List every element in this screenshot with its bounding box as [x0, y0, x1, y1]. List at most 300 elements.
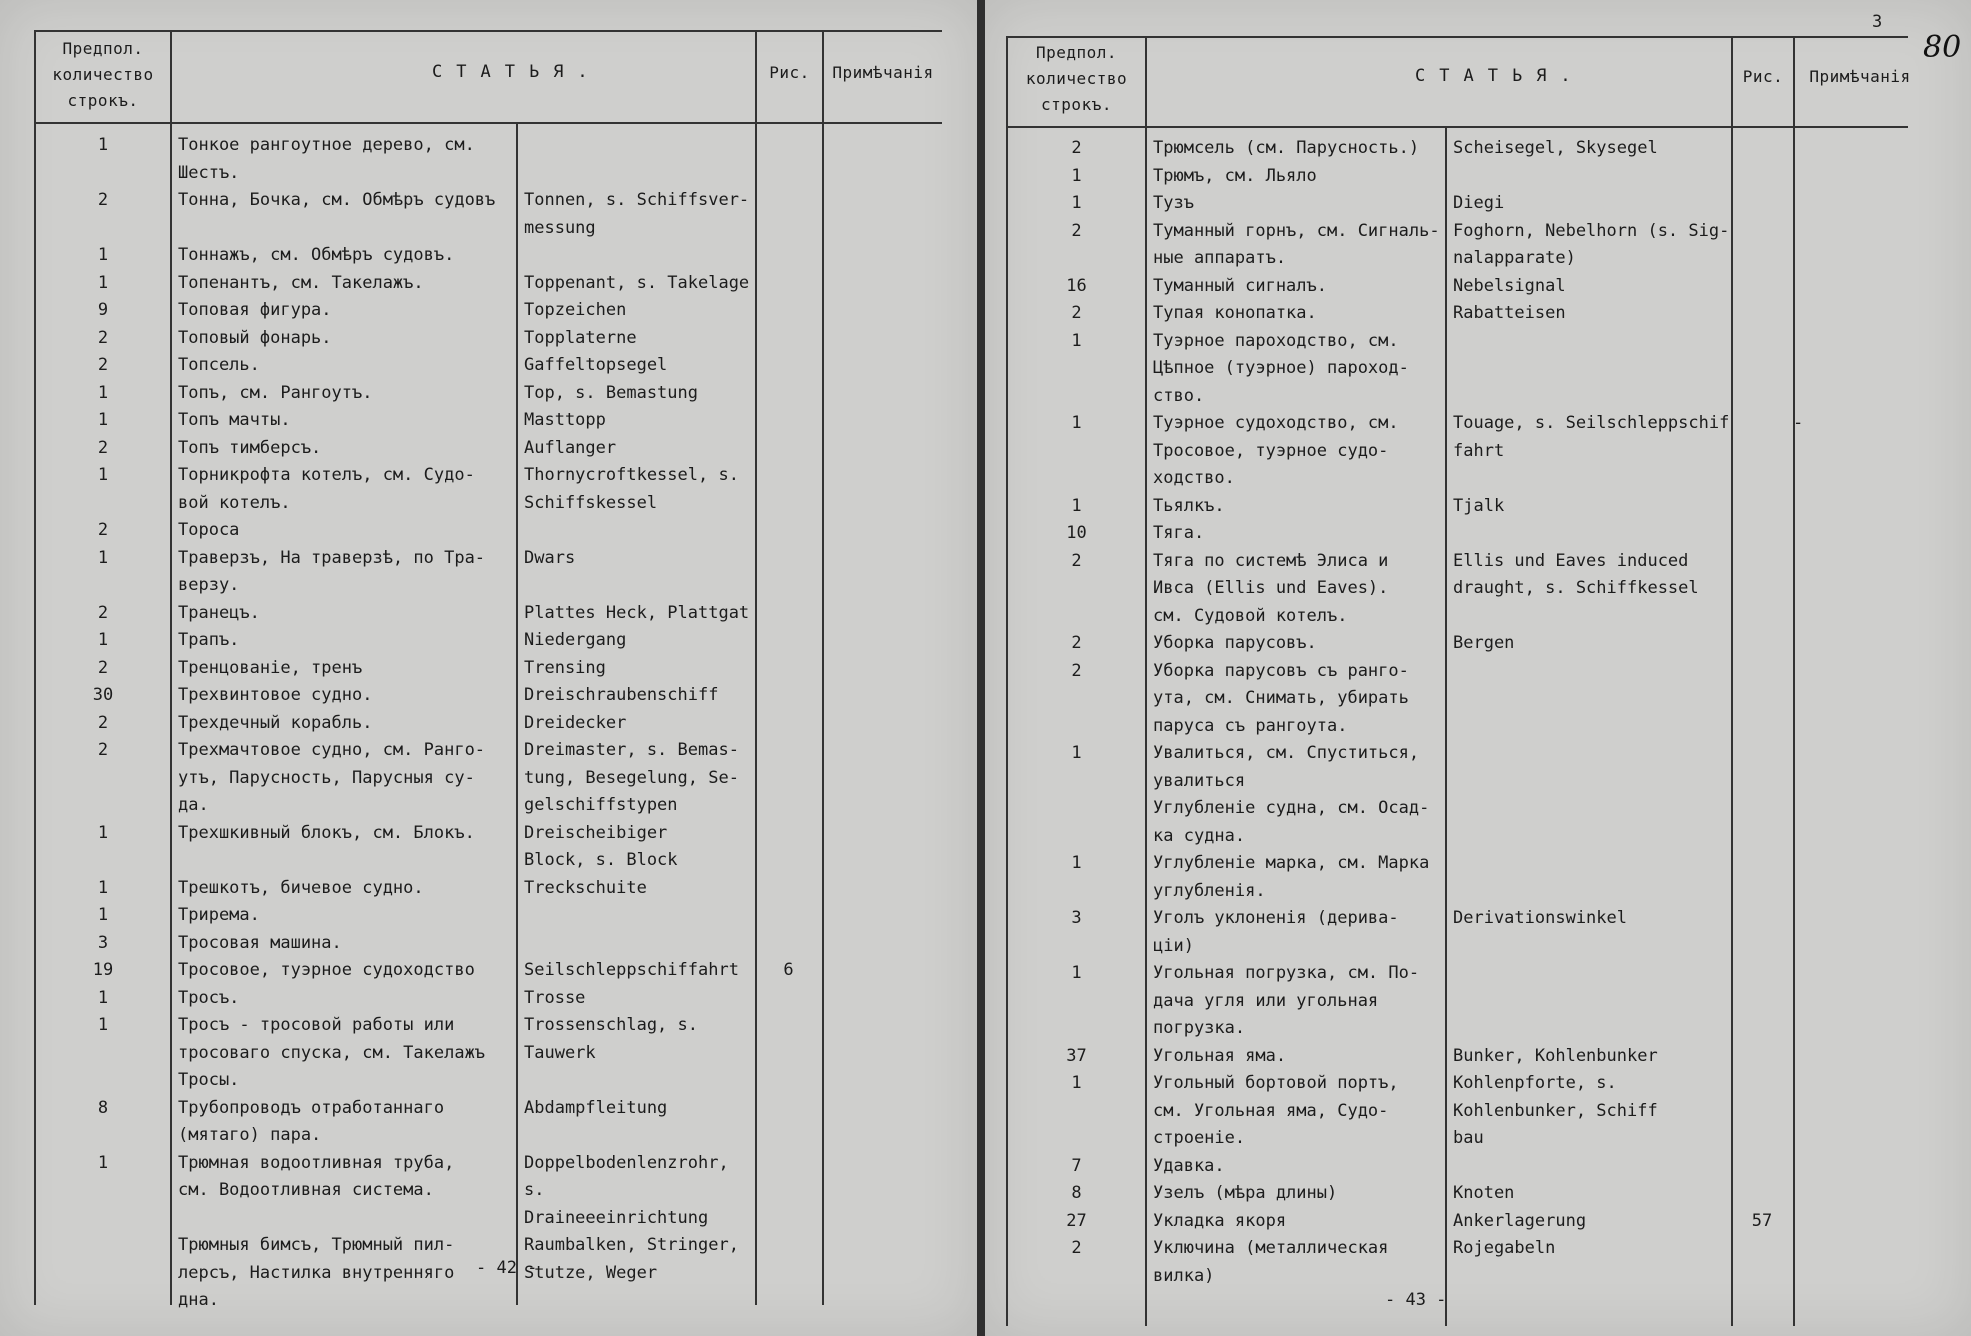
table-row: [1008, 493, 1908, 521]
article-de-cell: [1445, 850, 1731, 905]
lines-count-cell: 8: [97, 1097, 109, 1118]
figure-cell: [755, 462, 822, 517]
article-ru-cell: Увалиться, см. Спуститься, увалиться: [1153, 743, 1420, 791]
lines-count-cell: 2: [97, 437, 109, 458]
figure-cell: [755, 655, 822, 683]
lines-count-cell: 2: [1071, 660, 1082, 681]
lines-count-cell: 9: [97, 300, 109, 320]
article-ru-cell: Тоннажъ, см. Обмѣръ судовъ.: [178, 245, 455, 265]
figure-cell: [755, 1095, 822, 1150]
notes-cell: [822, 710, 942, 738]
figure-cell: [755, 352, 822, 380]
table-row: [36, 1095, 942, 1150]
figure-cell: [755, 737, 822, 820]
notes-cell: [822, 352, 942, 380]
lines-count-cell: 2: [1071, 303, 1082, 323]
article-de-cell: Dreimaster, s. Bemas- tung, Besegelung, Se- gelschiffstypen: [524, 740, 739, 815]
article-ru-cell: Трюмсель (см. Парусность.): [1153, 138, 1420, 158]
page-number: - 43 -: [1385, 1290, 1447, 1310]
notes-cell: [822, 930, 942, 958]
notes-cell: [1793, 1153, 1908, 1181]
table-row: [1008, 740, 1908, 795]
article-de-cell: [1445, 658, 1731, 741]
article-de-cell: Ankerlagerung: [1453, 1210, 1587, 1231]
header-lines-count: Предпол. количество строкъ.: [52, 39, 154, 110]
article-de-cell: Seilschleppschiffahrt: [524, 960, 739, 980]
lines-count-cell: 1: [97, 987, 109, 1008]
lines-count-cell: 1: [1071, 413, 1082, 433]
figure-cell: [755, 380, 822, 408]
notes-cell: [822, 242, 942, 270]
figure-cell: [1731, 190, 1793, 218]
article-de-cell: Topplaterne: [524, 327, 637, 348]
figure-cell: [755, 902, 822, 930]
right-table-body: [1008, 135, 1908, 1290]
article-ru-cell: Топовая фигура.: [178, 300, 332, 320]
table-row: [1008, 300, 1908, 328]
notes-cell: [1793, 520, 1908, 548]
notes-cell: [822, 545, 942, 600]
article-de-cell: Ellis und Eaves induced draught, s. Schiffkessel: [1453, 550, 1699, 598]
figure-cell: [755, 682, 822, 710]
article-ru-cell: Угольный бортовой портъ, см. Угольная яма, Судо- строеніе.: [1153, 1073, 1399, 1148]
lines-count-cell: 16: [1066, 275, 1087, 296]
article-de-cell: Raumbalken, Stringer, Stutze, Weger: [524, 1235, 739, 1283]
notes-cell: [1793, 1235, 1908, 1290]
notes-cell: [822, 1232, 942, 1315]
sheet-number: 3: [1872, 12, 1883, 32]
article-ru-cell: Углубленіе судна, см. Осад- ка судна.: [1153, 798, 1430, 846]
lines-count-cell: 2: [1071, 1238, 1082, 1258]
notes-cell: [1793, 905, 1908, 960]
lines-count-cell: 2: [97, 602, 109, 623]
figure-cell: [755, 710, 822, 738]
table-row: [1008, 1070, 1908, 1153]
article-de-cell: Topzeichen: [524, 300, 627, 320]
lines-count-cell: [1008, 795, 1145, 850]
notes-cell: [1793, 795, 1908, 850]
notes-cell: [1793, 493, 1908, 521]
lines-count-cell: 1: [97, 135, 109, 155]
lines-count-cell: 1: [97, 272, 109, 293]
left-page: [0, 0, 977, 1336]
article-de-cell: Gaffeltopsegel: [524, 355, 668, 375]
lines-count-cell: 2: [97, 327, 109, 348]
table-row: [36, 270, 942, 298]
table-row: [1008, 1235, 1908, 1290]
header-notes: Примѣчанія: [1809, 67, 1911, 86]
figure-cell: [755, 325, 822, 353]
lines-count-cell: 2: [1071, 138, 1082, 158]
article-de-cell: [1445, 163, 1731, 191]
notes-cell: [822, 957, 942, 985]
notes-cell: [1793, 1180, 1908, 1208]
figure-cell: [1731, 135, 1793, 163]
table-row: [1008, 658, 1908, 741]
notes-cell: [1793, 960, 1908, 1043]
handwritten-folio-mark: 80: [1923, 30, 1962, 65]
notes-cell: -: [1793, 413, 1804, 433]
article-de-cell: Diegi: [1453, 193, 1505, 213]
figure-cell: [755, 270, 822, 298]
table-row: [1008, 850, 1908, 905]
figure-cell: [755, 187, 822, 242]
figure-cell: [755, 627, 822, 655]
notes-cell: [822, 737, 942, 820]
notes-cell: [822, 297, 942, 325]
article-de-cell: Treckschuite: [524, 877, 647, 898]
article-ru-cell: Трехвинтовое судно.: [178, 685, 373, 705]
notes-cell: [1793, 273, 1908, 301]
article-ru-cell: Трехдечный корабль.: [178, 712, 373, 733]
table-row: [36, 957, 942, 985]
notes-cell: [822, 875, 942, 903]
notes-cell: [1793, 135, 1908, 163]
article-de-cell: Tonnen, s. Schiffsver- messung: [524, 190, 750, 238]
figure-cell: [1731, 218, 1793, 273]
figure-cell: [1731, 1043, 1793, 1071]
figure-cell: [755, 1012, 822, 1095]
article-ru-cell: Тренцованіе, тренъ: [178, 657, 363, 678]
lines-count-cell: 1: [1071, 495, 1082, 516]
figure-cell: [1731, 795, 1793, 850]
header-notes: Примѣчанія: [832, 63, 934, 82]
article-de-cell: Bergen: [1453, 633, 1515, 653]
article-ru-cell: Уголъ уклоненія (дерива- ціи): [1153, 908, 1399, 956]
notes-cell: [1793, 740, 1908, 795]
article-ru-cell: Торникрофта котелъ, см. Судо- вой котелъ.: [178, 465, 475, 513]
article-ru-cell: Топенантъ, см. Такелажъ.: [178, 272, 424, 293]
article-ru-cell: Уключина (металлическая вилка): [1153, 1238, 1389, 1286]
table-row: [36, 187, 942, 242]
figure-cell: [755, 875, 822, 903]
notes-cell: [1793, 328, 1908, 411]
article-de-cell: [1445, 740, 1731, 795]
figure-cell: [755, 985, 822, 1013]
lines-count-cell: [36, 1232, 170, 1315]
figure-cell: [1731, 740, 1793, 795]
article-de-cell: Toppenant, s. Takelage: [524, 272, 750, 293]
lines-count-cell: 1: [97, 382, 109, 403]
article-de-cell: Top, s. Bemastung: [524, 382, 698, 403]
article-ru-cell: Трирема.: [178, 905, 260, 925]
figure-cell: [1731, 520, 1793, 548]
article-de-cell: Niedergang: [524, 630, 627, 650]
article-de-cell: Masttopp: [524, 410, 606, 430]
article-ru-cell: Тросъ.: [178, 987, 240, 1008]
table-row: [1008, 1153, 1908, 1181]
article-de-cell: Trossenschlag, s. Tauwerk: [524, 1015, 698, 1063]
notes-cell: [822, 985, 942, 1013]
figure-cell: [755, 517, 822, 545]
lines-count-cell: 1: [1071, 193, 1082, 213]
article-ru-cell: Тросовая машина.: [178, 932, 342, 953]
notes-cell: [1793, 548, 1908, 631]
lines-count-cell: 1: [97, 410, 109, 430]
notes-cell: [1793, 218, 1908, 273]
figure-cell: [755, 242, 822, 270]
lines-count-cell: 1: [97, 465, 109, 485]
lines-count-cell: 1: [97, 547, 109, 568]
figure-cell: [1731, 548, 1793, 631]
figure-cell: [1731, 163, 1793, 191]
figure-cell: [1731, 493, 1793, 521]
table-row: [36, 435, 942, 463]
article-ru-cell: Тросовое, туэрное судоходство: [178, 960, 475, 980]
article-ru-cell: Тороса: [178, 520, 240, 540]
table-row: [36, 600, 942, 628]
lines-count-cell: 2: [97, 190, 109, 210]
notes-cell: [1793, 163, 1908, 191]
article-de-cell: Abdampfleitung: [524, 1097, 668, 1118]
article-ru-cell: Узелъ (мѣра длины): [1153, 1183, 1338, 1203]
article-ru-cell: Трюмныя бимсъ, Трюмный пил- лерсъ, Настилка внутренняго дна.: [178, 1235, 455, 1310]
figure-cell: [755, 1150, 822, 1233]
article-ru-cell: Топъ тимберсъ.: [178, 437, 322, 458]
article-de-cell: Derivationswinkel: [1453, 908, 1627, 928]
article-ru-cell: Трехшкивный блокъ, см. Блокъ.: [178, 822, 475, 843]
notes-cell: [1793, 1208, 1908, 1236]
lines-count-cell: 8: [1071, 1183, 1082, 1203]
article-ru-cell: Топовый фонарь.: [178, 327, 332, 348]
article-ru-cell: Тяга по системѣ Элиса и Ивса (Ellis und Eaves). см. Судовой котелъ.: [1153, 550, 1389, 626]
article-de-cell: Scheisegel, Skysegel: [1453, 138, 1658, 158]
article-de-cell: Touage, s. Seilschleppschif fahrt: [1453, 413, 1730, 461]
article-de-cell: Thornycroftkessel, s. Schiffskessel: [524, 465, 739, 513]
article-de-cell: Trensing: [524, 657, 606, 678]
article-ru-cell: Трешкотъ, бичевое судно.: [178, 877, 424, 898]
notes-cell: [822, 655, 942, 683]
lines-count-cell: 2: [97, 712, 109, 733]
article-ru-cell: Тонна, Бочка, см. Обмѣръ судовъ: [178, 190, 496, 210]
table-row: [1008, 905, 1908, 960]
header-article: СТАТЬЯ.: [432, 62, 602, 82]
table-row: [36, 930, 942, 958]
notes-cell: [1793, 630, 1908, 658]
table-row: [36, 132, 942, 187]
lines-count-cell: 1: [97, 245, 109, 265]
notes-cell: [822, 820, 942, 875]
figure-cell: [1731, 300, 1793, 328]
figure-cell: [1731, 1235, 1793, 1290]
article-de-cell: Doppelbodenlenzrohr, s. Draineeeinrichtung: [524, 1152, 729, 1228]
table-row: [1008, 630, 1908, 658]
article-ru-cell: Угольная яма.: [1153, 1045, 1287, 1066]
article-de-cell: Kohlenpforte, s. Kohlenbunker, Schiff bau: [1453, 1073, 1658, 1148]
lines-count-cell: 2: [97, 355, 109, 375]
article-de-cell: [516, 930, 755, 958]
notes-cell: [1793, 190, 1908, 218]
left-table-body: [36, 132, 942, 1315]
article-de-cell: Knoten: [1453, 1183, 1515, 1203]
notes-cell: [1793, 850, 1908, 905]
lines-count-cell: 30: [92, 685, 114, 705]
header-rule: [1006, 126, 1908, 128]
figure-cell: [1731, 1180, 1793, 1208]
table-row: [1008, 548, 1908, 631]
notes-cell: [822, 1150, 942, 1233]
lines-count-cell: 2: [1071, 633, 1082, 653]
article-ru-cell: Уборка парусовъ.: [1153, 633, 1317, 653]
figure-cell: [1731, 273, 1793, 301]
lines-count-cell: 1: [1071, 1073, 1082, 1093]
lines-count-cell: 27: [1066, 1210, 1087, 1231]
figure-cell: [755, 600, 822, 628]
lines-count-cell: 1: [1071, 853, 1082, 873]
article-de-cell: [516, 242, 755, 270]
notes-cell: [822, 187, 942, 242]
article-de-cell: [516, 902, 755, 930]
table-row: [36, 737, 942, 820]
notes-cell: [1793, 658, 1908, 741]
lines-count-cell: 2: [1071, 550, 1082, 571]
table-row: [36, 985, 942, 1013]
notes-cell: [822, 462, 942, 517]
notes-cell: [822, 435, 942, 463]
figure-cell: 57: [1751, 1210, 1773, 1231]
article-de-cell: Dreischraubenschiff: [524, 685, 719, 705]
lines-count-cell: 1: [1071, 743, 1082, 763]
notes-cell: [822, 682, 942, 710]
article-ru-cell: Уборка парусовъ съ ранго- ута, см. Снимать, убирать паруса съ рангоута.: [1153, 660, 1409, 736]
article-ru-cell: Туэрное пароходство, см. Цѣпное (туэрное) пароход- ство.: [1153, 330, 1409, 406]
table-top-rule: [1006, 36, 1908, 38]
article-ru-cell: Транецъ.: [178, 602, 260, 623]
table-row: [36, 627, 942, 655]
notes-cell: [822, 627, 942, 655]
table-row: [36, 325, 942, 353]
lines-count-cell: 19: [92, 960, 114, 980]
lines-count-cell: 1: [1071, 330, 1082, 351]
lines-count-cell: 1: [97, 630, 109, 650]
notes-cell: [822, 270, 942, 298]
figure-cell: [1731, 630, 1793, 658]
figure-cell: [1731, 905, 1793, 960]
article-de-cell: Auflanger: [524, 437, 617, 458]
lines-count-cell: 3: [97, 932, 109, 953]
article-de-cell: [516, 517, 755, 545]
table-row: [36, 297, 942, 325]
lines-count-cell: 2: [97, 657, 109, 678]
figure-cell: [755, 297, 822, 325]
table-row: [1008, 1043, 1908, 1071]
article-ru-cell: Тросъ - тросовой работы или тросоваго спуска, см. Такелажъ Тросы.: [178, 1015, 486, 1090]
table-row: [36, 820, 942, 875]
figure-cell: [1731, 328, 1793, 411]
article-ru-cell: Туманный сигналъ.: [1153, 275, 1327, 296]
lines-count-cell: 1: [97, 905, 109, 925]
notes-cell: [822, 132, 942, 187]
lines-count-cell: 1: [97, 1152, 109, 1173]
notes-cell: [822, 902, 942, 930]
lines-count-cell: 3: [1071, 908, 1082, 928]
table-row: [36, 875, 942, 903]
figure-cell: [1731, 960, 1793, 1043]
figure-cell: [755, 930, 822, 958]
notes-cell: [1793, 1043, 1908, 1071]
lines-count-cell: 1: [97, 1015, 109, 1035]
table-row: [36, 902, 942, 930]
table-row: [36, 1012, 942, 1095]
notes-cell: [822, 325, 942, 353]
lines-count-cell: 10: [1066, 523, 1087, 543]
article-de-cell: Foghorn, Nebelhorn (s. Sig- nalapparate): [1453, 220, 1730, 268]
figure-cell: [755, 545, 822, 600]
figure-cell: [755, 820, 822, 875]
figure-cell: [755, 1232, 822, 1315]
table-row: [1008, 135, 1908, 163]
lines-count-cell: 7: [1071, 1155, 1082, 1176]
table-row: [1008, 410, 1908, 493]
table-row: [36, 517, 942, 545]
article-de-cell: Nebelsignal: [1453, 275, 1566, 296]
figure-cell: [1731, 410, 1793, 493]
article-ru-cell: Углубленіе марка, см. Марка углубленія.: [1153, 853, 1430, 901]
lines-count-cell: 1: [1071, 963, 1082, 983]
lines-count-cell: 1: [97, 877, 109, 898]
notes-cell: [822, 380, 942, 408]
notes-cell: [822, 517, 942, 545]
article-ru-cell: Угольная погрузка, см. По- дача угля или угольная погрузка.: [1153, 963, 1420, 1038]
article-de-cell: Trosse: [524, 987, 586, 1008]
article-ru-cell: Топсель.: [178, 355, 260, 375]
header-lines-count: Предпол. количество строкъ.: [1025, 43, 1128, 114]
article-de-cell: [1445, 795, 1731, 850]
right-page: [985, 0, 1971, 1336]
article-ru-cell: Тьялкъ.: [1153, 495, 1225, 516]
book-gutter: [977, 0, 985, 1336]
figure-cell: [755, 435, 822, 463]
figure-cell: [1731, 1153, 1793, 1181]
lines-count-cell: 1: [1071, 165, 1082, 186]
article-de-cell: Rabatteisen: [1453, 303, 1566, 323]
article-ru-cell: Трюмъ, см. Льяло: [1153, 165, 1317, 186]
table-row: [36, 655, 942, 683]
article-ru-cell: Тузъ: [1153, 193, 1194, 213]
figure-cell: [1731, 850, 1793, 905]
notes-cell: [822, 1095, 942, 1150]
notes-cell: [1793, 300, 1908, 328]
article-ru-cell: Удавка.: [1153, 1155, 1225, 1176]
article-ru-cell: Трапъ.: [178, 630, 240, 650]
header-article: СТАТЬЯ.: [1415, 66, 1585, 86]
table-row: [36, 710, 942, 738]
article-ru-cell: Тупая конопатка.: [1153, 303, 1317, 323]
page-number: - 42 -: [476, 1258, 538, 1278]
table-row: [1008, 1180, 1908, 1208]
table-row: [36, 407, 942, 435]
article-ru-cell: Траверзъ, На траверзѣ, по Тра- верзу.: [178, 547, 486, 595]
table-row: [36, 1150, 942, 1233]
notes-cell: [822, 407, 942, 435]
article-ru-cell: Трубопроводъ отработаннаго (мятаго) пара.: [178, 1097, 445, 1145]
notes-cell: [1793, 1070, 1908, 1153]
table-row: [1008, 273, 1908, 301]
lines-count-cell: 1: [97, 822, 109, 843]
article-de-cell: Rojegabeln: [1453, 1238, 1556, 1258]
article-de-cell: [1445, 328, 1731, 411]
article-ru-cell: Тонкое рангоутное дерево, см. Шестъ.: [178, 135, 475, 183]
article-ru-cell: Тяга.: [1153, 523, 1205, 543]
notes-cell: [822, 600, 942, 628]
figure-cell: [755, 132, 822, 187]
article-de-cell: [1445, 520, 1731, 548]
lines-count-cell: 37: [1066, 1045, 1087, 1066]
article-ru-cell: Топъ, см. Рангоутъ.: [178, 382, 373, 403]
table-row: [36, 380, 942, 408]
article-ru-cell: Укладка якоря: [1153, 1210, 1287, 1231]
table-row: [1008, 520, 1908, 548]
